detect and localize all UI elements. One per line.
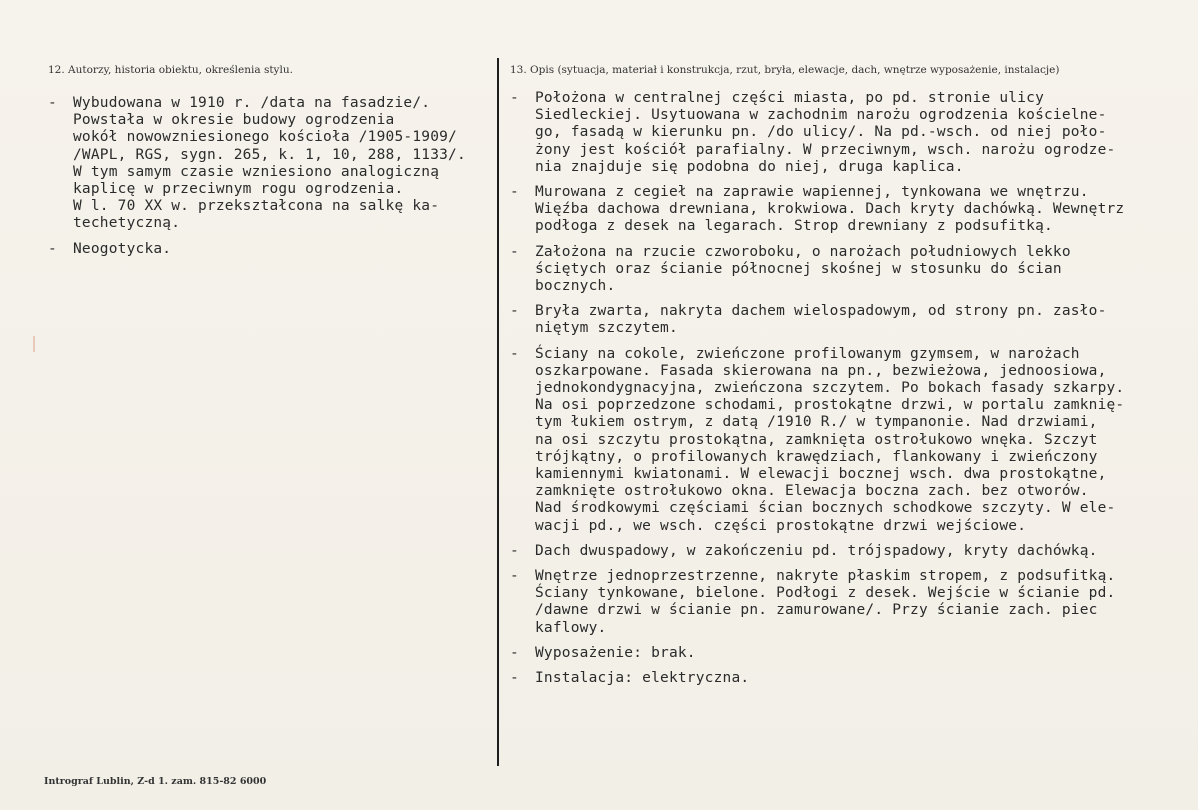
list-item — [510, 346, 1194, 535]
section-13-header: 13. Opis (sytuacja, materiał i konstrukcja, rzut, bryła, elewacje, dach, wnętrze wyposażenie, instalacje) — [510, 64, 1060, 76]
list-bullet: - — [510, 568, 519, 585]
list-item-text — [73, 95, 496, 233]
list-item — [510, 184, 1194, 236]
text-line: Dach dwuspadowy, w zakończeniu pd. trójspadowy, kryty dachówką. — [535, 542, 1098, 559]
list-item — [510, 303, 1194, 337]
text-line: Neogotycka. — [73, 240, 172, 257]
list-item-text — [535, 670, 1194, 687]
list-bullet: - — [510, 542, 519, 559]
text-line: Ściany tynkowane, bielone. Podłogi z desek. Wejście w ścianie pd. — [535, 585, 1116, 602]
text-line: Powstała w okresie budowy ogrodzenia — [73, 112, 395, 129]
text-line: go, fasadą w kierunku pn. /do ulicy/. Na pd.-wsch. od niej poło- — [535, 124, 1107, 141]
text-line: trójkątny, o profilowanych krawędziach, flankowany i zwieńczony — [535, 448, 1098, 465]
list-item — [48, 95, 496, 233]
text-line: Założona na rzucie czworoboku, o narożach południowych lekko — [535, 243, 1071, 260]
text-line: W l. 70 XX w. przekształcona na salkę ka- — [73, 198, 440, 215]
section-13-body — [510, 90, 1194, 695]
list-bullet: - — [48, 240, 57, 257]
text-line: bocznych. — [535, 278, 616, 295]
text-line: Na osi poprzedzone schodami, prostokątne drzwi, w portalu zamknię- — [535, 397, 1125, 414]
text-line: techetyczną. — [73, 215, 181, 232]
text-line: niętym szczytem. — [535, 320, 678, 337]
list-item — [48, 241, 496, 258]
list-item — [510, 543, 1194, 560]
list-bullet: - — [510, 90, 519, 106]
text-line: Wyposażenie: brak. — [535, 644, 696, 661]
text-line: podłoga z desek na legarach. Strop drewniany z podsufitką. — [535, 218, 1053, 235]
text-line: Murowana z cegieł na zaprawie wapiennej, tynkowana we wnętrzu. — [535, 184, 1089, 201]
list-bullet: - — [510, 644, 519, 661]
column-divider — [497, 58, 499, 766]
text-line: nia znajduje się podobna do niej, druga kaplica. — [535, 158, 964, 175]
text-line: kaflowy. — [535, 619, 607, 636]
section-12-body — [48, 95, 496, 266]
text-line: na osi szczytu prostokątna, zamknięta ostrołukowo wnęka. Szczyt — [535, 431, 1098, 448]
list-bullet: - — [48, 95, 57, 111]
text-line: żony jest kościół parafialny. W przeciwnym, wsch. narożu ogrodze- — [535, 141, 1116, 158]
text-line: kaplicę w przeciwnym rogu ogrodzenia. — [73, 181, 404, 198]
printer-footer: Intrograf Lublin, Z-d 1. zam. 815-82 6000 — [44, 776, 267, 787]
text-line: ściętych oraz ścianie północnej skośnej w stosunku do ścian — [535, 260, 1062, 277]
text-line: tym łukiem ostrym, z datą /1910 R./ w tympanonie. Nad drzwiami, — [535, 414, 1098, 431]
list-item-text — [535, 568, 1194, 637]
text-line: oszkarpowane. Fasada skierowana na pn., bezwieżowa, jednoosiowa, — [535, 362, 1107, 379]
text-line: Bryła zwarta, nakryta dachem wielospadowym, od strony pn. zasło- — [535, 303, 1107, 320]
text-line: jednokondygnacyjna, zwieńczona szczytem. Po bokach fasady szkarpy. — [535, 380, 1125, 397]
list-item — [510, 244, 1194, 296]
list-bullet: - — [510, 303, 519, 320]
text-line: kamiennymi kwiatonami. W elewacji bocznej wsch. dwa prostokątne, — [535, 466, 1107, 483]
list-item — [510, 645, 1194, 662]
list-item-text — [535, 90, 1194, 176]
text-line: Ściany na cokole, zwieńczone profilowanym gzymsem, w narożach — [535, 345, 1080, 362]
list-item-text — [535, 184, 1194, 236]
section-12-header: 12. Autorzy, historia obiektu, określenia stylu. — [48, 64, 293, 76]
text-line: Siedleckiej. Usytuowana w zachodnim narożu ogrodzenia kościelne- — [535, 107, 1107, 124]
list-item-text — [73, 241, 496, 258]
list-item — [510, 568, 1194, 637]
text-line: Instalacja: elektryczna. — [535, 670, 750, 687]
list-item — [510, 90, 1194, 176]
text-line: wacji pd., we wsch. części prostokątne drzwi wejściowe. — [535, 517, 1027, 534]
list-item-text — [535, 244, 1194, 296]
list-item-text — [535, 303, 1194, 337]
text-line: Położona w centralnej części miasta, po pd. stronie ulicy — [535, 90, 1044, 106]
list-bullet: - — [510, 670, 519, 687]
list-bullet: - — [510, 243, 519, 260]
text-line: /WAPL, RGS, sygn. 265, k. 1, 10, 288, 1133/. — [73, 146, 466, 163]
list-item-text — [535, 645, 1194, 662]
list-item-text — [535, 543, 1194, 560]
text-line: Wnętrze jednoprzestrzenne, nakryte płaskim stropem, z podsufitką. — [535, 568, 1116, 585]
text-line: Więźba dachowa drewniana, krokwiowa. Dach kryty dachówką. Wewnętrz — [535, 201, 1125, 218]
list-bullet: - — [510, 184, 519, 201]
text-line: zamknięte ostrołukowo okna. Elewacja boczna zach. bez otworów. — [535, 483, 1089, 500]
list-item-text — [535, 346, 1194, 535]
text-line: Wybudowana w 1910 r. /data na fasadzie/. — [73, 95, 431, 111]
text-line: wokół nowowzniesionego kościoła /1905-1909/ — [73, 129, 457, 146]
paper-mark — [33, 336, 35, 352]
list-bullet: - — [510, 345, 519, 362]
text-line: /dawne drzwi w ścianie pn. zamurowane/. Przy ścianie zach. piec — [535, 602, 1098, 619]
text-line: W tym samym czasie wzniesiono analogiczną — [73, 163, 440, 180]
text-line: Nad środkowymi częściami ścian bocznych schodkowe szczyty. W ele- — [535, 500, 1116, 517]
list-item — [510, 670, 1194, 687]
